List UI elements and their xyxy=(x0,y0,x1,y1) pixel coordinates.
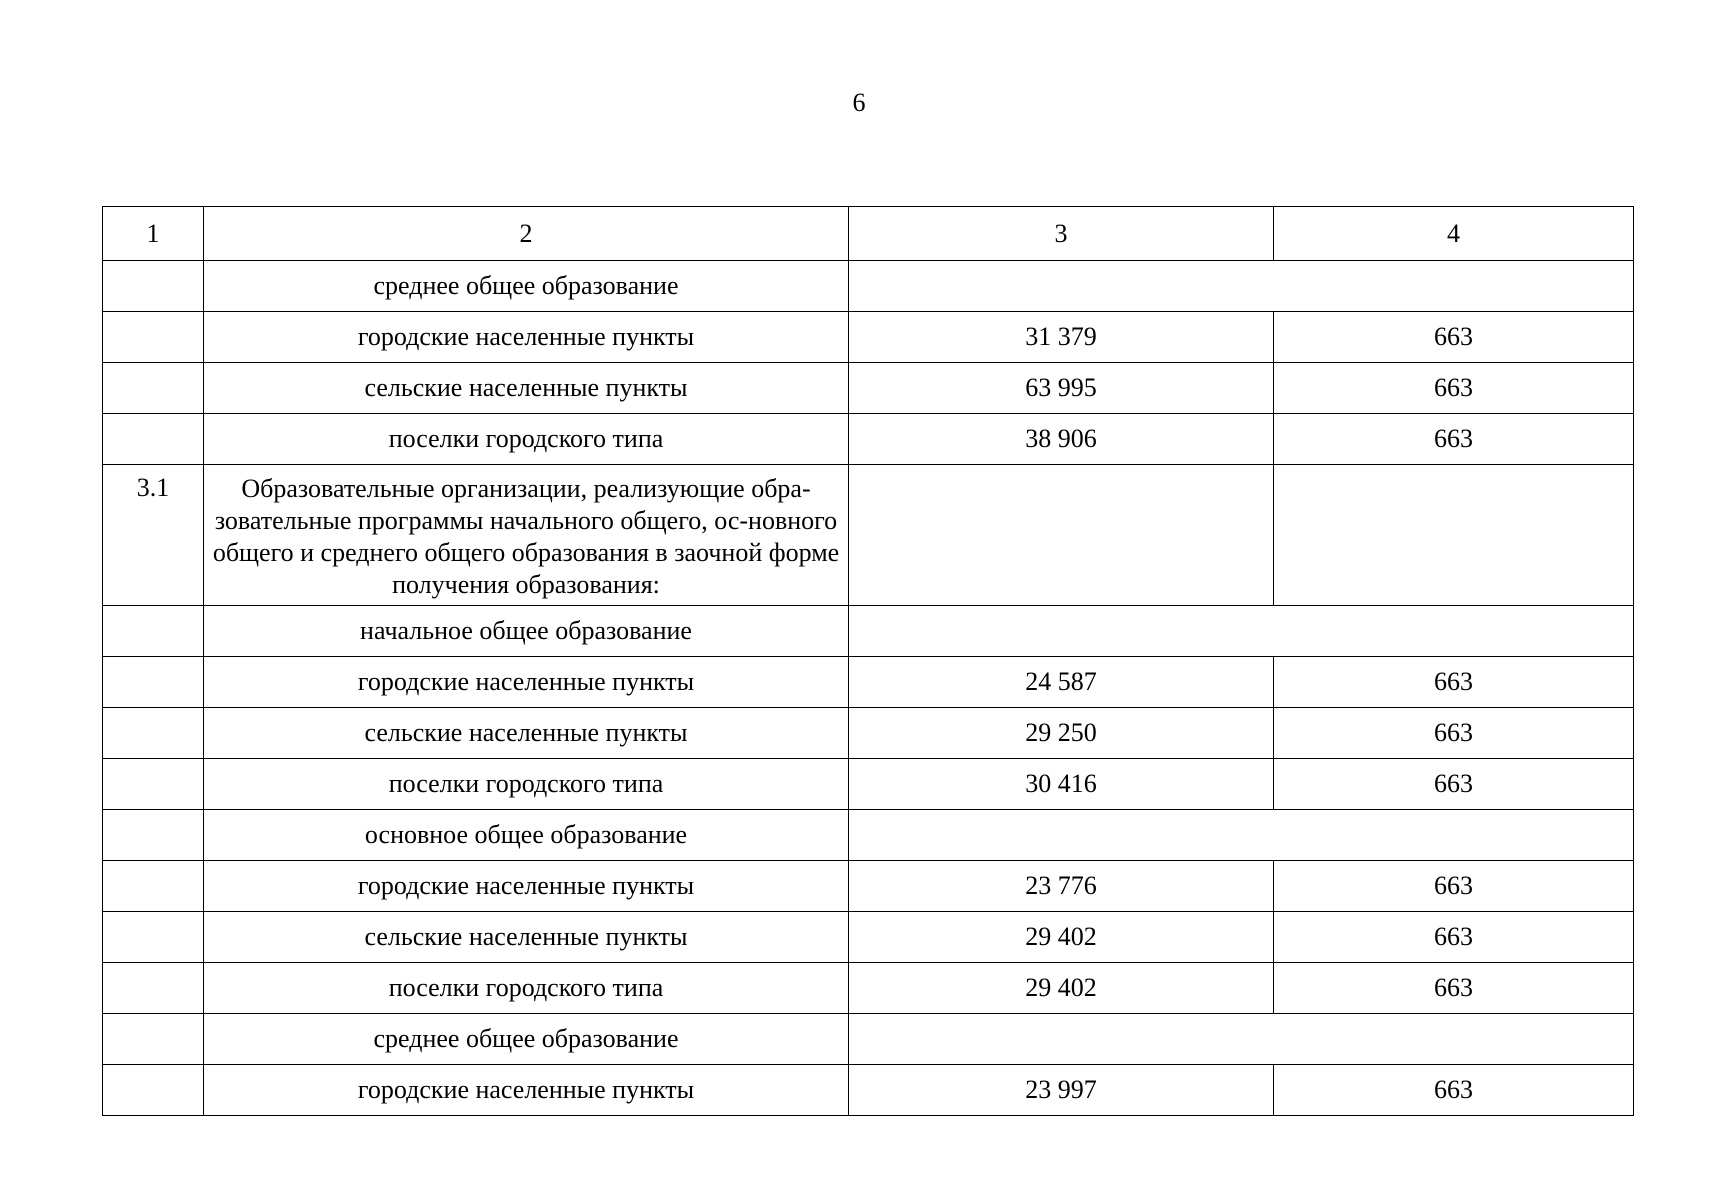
table-row xyxy=(103,657,1634,708)
settlement-type-label: поселки городского типа xyxy=(204,414,849,465)
header-cell-4: 4 xyxy=(1274,207,1634,261)
row-number-cell xyxy=(103,708,204,759)
settlement-type-label: городские населенные пункты xyxy=(204,312,849,363)
table-body xyxy=(103,207,1634,1116)
row-number-cell xyxy=(103,261,204,312)
row-number-cell xyxy=(103,1065,204,1116)
data-table xyxy=(102,206,1634,1116)
header-cell-1: 1 xyxy=(103,207,204,261)
table-row xyxy=(103,708,1634,759)
table-row xyxy=(103,759,1634,810)
value-cell-col4: 663 xyxy=(1274,861,1634,912)
settlement-type-label: сельские населенные пункты xyxy=(204,363,849,414)
subheading-label: среднее общее образование xyxy=(204,1014,849,1065)
row-number-cell xyxy=(103,810,204,861)
value-cell-col4: 663 xyxy=(1274,1065,1634,1116)
settlement-type-label: городские населенные пункты xyxy=(204,861,849,912)
value-cell-col4: 663 xyxy=(1274,759,1634,810)
table-row xyxy=(103,963,1634,1014)
value-cell-col3: 23 776 xyxy=(849,861,1274,912)
value-cell-col4: 663 xyxy=(1274,912,1634,963)
value-cell-col3: 29 402 xyxy=(849,963,1274,1014)
table-row xyxy=(103,861,1634,912)
empty-cell xyxy=(1274,465,1634,606)
value-cell-col3: 30 416 xyxy=(849,759,1274,810)
table-subheading-row xyxy=(103,810,1634,861)
row-number-cell xyxy=(103,414,204,465)
row-number-cell xyxy=(103,657,204,708)
value-cell-col4: 663 xyxy=(1274,708,1634,759)
table-row xyxy=(103,312,1634,363)
settlement-type-label: сельские населенные пункты xyxy=(204,912,849,963)
table-row xyxy=(103,912,1634,963)
row-number-cell xyxy=(103,1014,204,1065)
subheading-label: среднее общее образование xyxy=(204,261,849,312)
subheading-label: основное общее образование xyxy=(204,810,849,861)
settlement-type-label: городские населенные пункты xyxy=(204,657,849,708)
value-cell-col4: 663 xyxy=(1274,963,1634,1014)
table-row xyxy=(103,363,1634,414)
value-cell-col3: 38 906 xyxy=(849,414,1274,465)
row-number-cell xyxy=(103,912,204,963)
value-cell-col3: 29 402 xyxy=(849,912,1274,963)
empty-cell xyxy=(849,1014,1634,1065)
table-header-row xyxy=(103,207,1634,261)
table-subheading-row xyxy=(103,261,1634,312)
settlement-type-label: поселки городского типа xyxy=(204,963,849,1014)
table-row xyxy=(103,1065,1634,1116)
value-cell-col3: 29 250 xyxy=(849,708,1274,759)
table-subheading-row xyxy=(103,1014,1634,1065)
table-section-row xyxy=(103,465,1634,606)
header-cell-3: 3 xyxy=(849,207,1274,261)
empty-cell xyxy=(849,261,1634,312)
page-number: 6 xyxy=(852,88,866,117)
table-subheading-row xyxy=(103,606,1634,657)
row-number-cell xyxy=(103,861,204,912)
section-number: 3.1 xyxy=(103,465,204,606)
value-cell-col3: 24 587 xyxy=(849,657,1274,708)
header-cell-2: 2 xyxy=(204,207,849,261)
value-cell-col4: 663 xyxy=(1274,312,1634,363)
settlement-type-label: сельские населенные пункты xyxy=(204,708,849,759)
value-cell-col4: 663 xyxy=(1274,414,1634,465)
settlement-type-label: поселки городского типа xyxy=(204,759,849,810)
row-number-cell xyxy=(103,759,204,810)
subheading-label: начальное общее образование xyxy=(204,606,849,657)
value-cell-col3: 31 379 xyxy=(849,312,1274,363)
table-row xyxy=(103,414,1634,465)
row-number-cell xyxy=(103,363,204,414)
value-cell-col4: 663 xyxy=(1274,657,1634,708)
row-number-cell xyxy=(103,606,204,657)
empty-cell xyxy=(849,465,1274,606)
value-cell-col4: 663 xyxy=(1274,363,1634,414)
empty-cell xyxy=(849,810,1634,861)
row-number-cell xyxy=(103,963,204,1014)
value-cell-col3: 23 997 xyxy=(849,1065,1274,1116)
settlement-type-label: городские населенные пункты xyxy=(204,1065,849,1116)
row-number-cell xyxy=(103,312,204,363)
empty-cell xyxy=(849,606,1634,657)
section-label: Образовательные организации, реализующие обра-зовательные программы начального общего, ос-новного общего и среднего общего образования в заочной форме получения образования: xyxy=(204,465,849,606)
value-cell-col3: 63 995 xyxy=(849,363,1274,414)
